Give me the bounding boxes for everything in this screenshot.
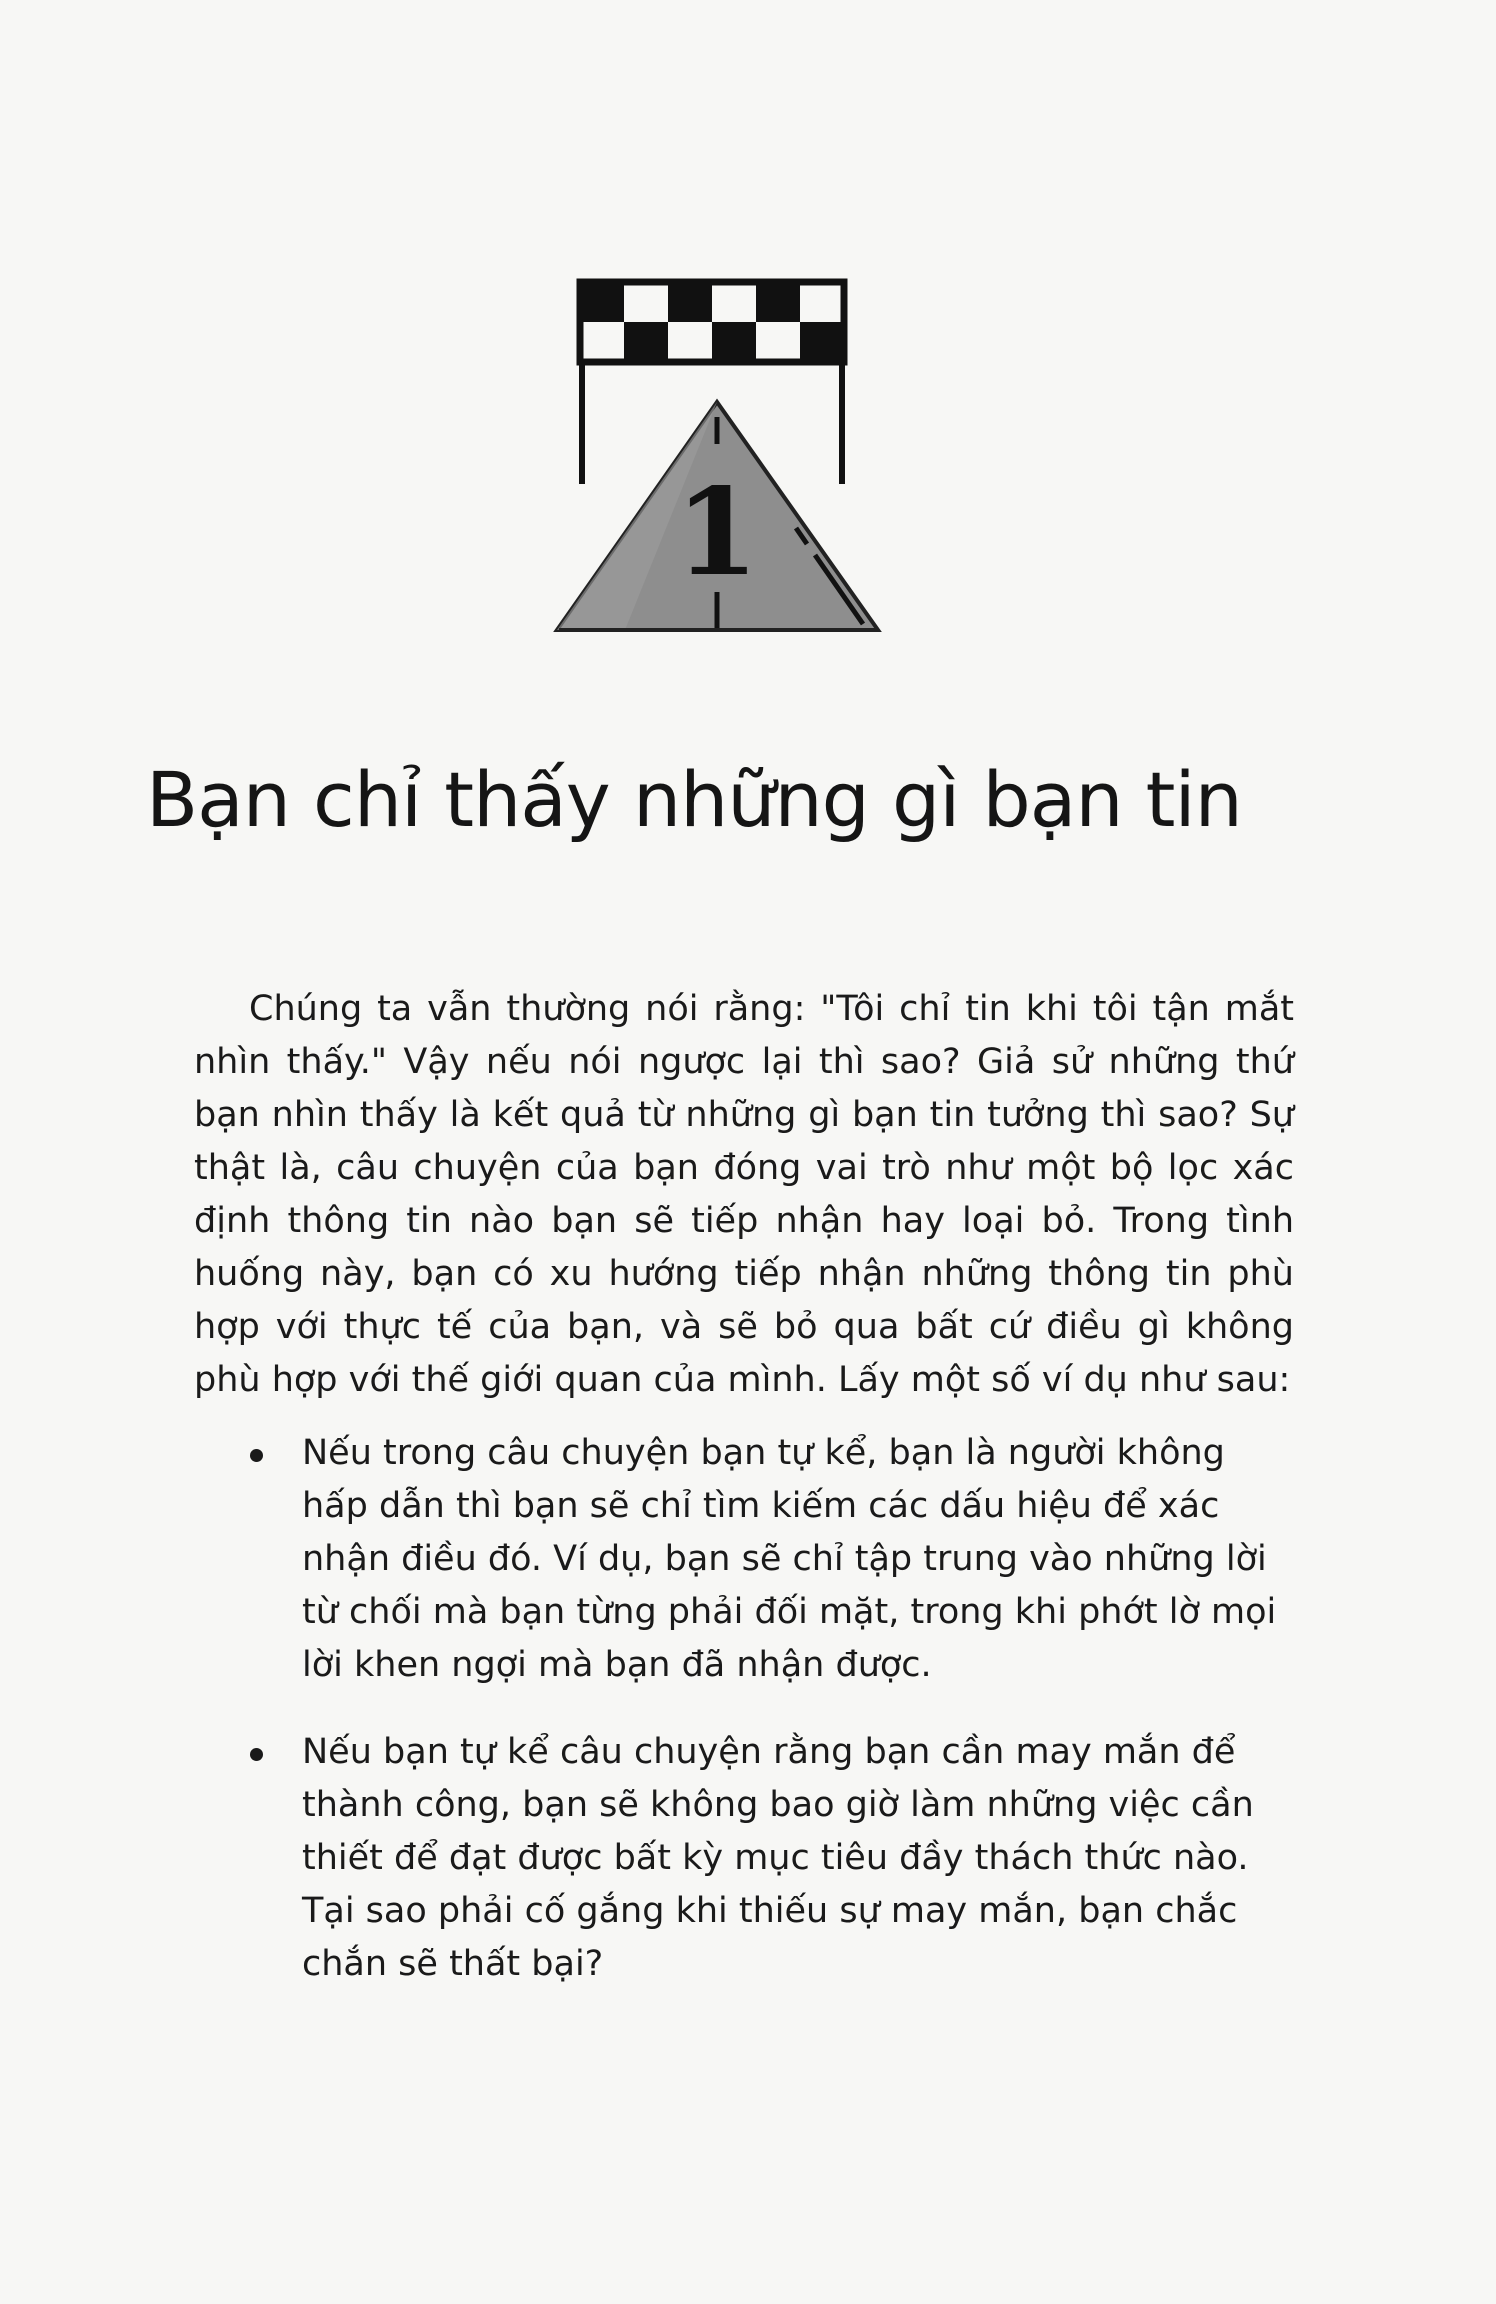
list-item <box>194 1726 1294 1991</box>
race-flag-road-icon <box>545 272 895 642</box>
list-item-text: Nếu trong câu chuyện bạn tự kể, bạn là người không hấp dẫn thì bạn sẽ chỉ tìm kiếm các dấu hiệu để xác nhận điều đó. Ví dụ, bạn sẽ chỉ tập trung vào những lời từ chối mà bạn từng phải đối mặt, trong khi phớt lờ mọi lời khen ngợi mà bạn đã nhận được. <box>302 1433 1277 1685</box>
list-item-text: Nếu bạn tự kể câu chuyện rằng bạn cần may mắn để thành công, bạn sẽ không bao giờ làm những việc cần thiết để đạt được bất kỳ mục tiêu đầy thách thức nào. Tại sao phải cố gắng khi thiếu sự may mắn, bạn chắc chắn sẽ thất bại? <box>302 1732 1254 1984</box>
bullet-dot-icon <box>250 1449 263 1462</box>
bullet-dot-icon <box>250 1748 263 1761</box>
example-list <box>194 1427 1294 1991</box>
intro-paragraph: Chúng ta vẫn thường nói rằng: "Tôi chỉ tin khi tôi tận mắt nhìn thấy." Vậy nếu nói ngược lại thì sao? Giả sử những thứ bạn nhìn thấy là kết quả từ những gì bạn tin tưởng thì sao? Sự thật là, câu chuyện của bạn đóng vai trò như một bộ lọc xác định thông tin nào bạn sẽ tiếp nhận hay loại bỏ. Trong tình huống này, bạn có xu hướng tiếp nhận những thông tin phù hợp với thực tế của bạn, và sẽ bỏ qua bất cứ điều gì không phù hợp với thế giới quan của mình. Lấy một số ví dụ như sau: <box>194 989 1294 1400</box>
checkered-flag <box>580 282 844 362</box>
chapter-title: Bạn chỉ thấy những gì bạn tin <box>146 755 1242 844</box>
chapter-number: 1 <box>675 462 759 603</box>
chapter-body <box>194 983 1294 2025</box>
list-item <box>194 1427 1294 1692</box>
